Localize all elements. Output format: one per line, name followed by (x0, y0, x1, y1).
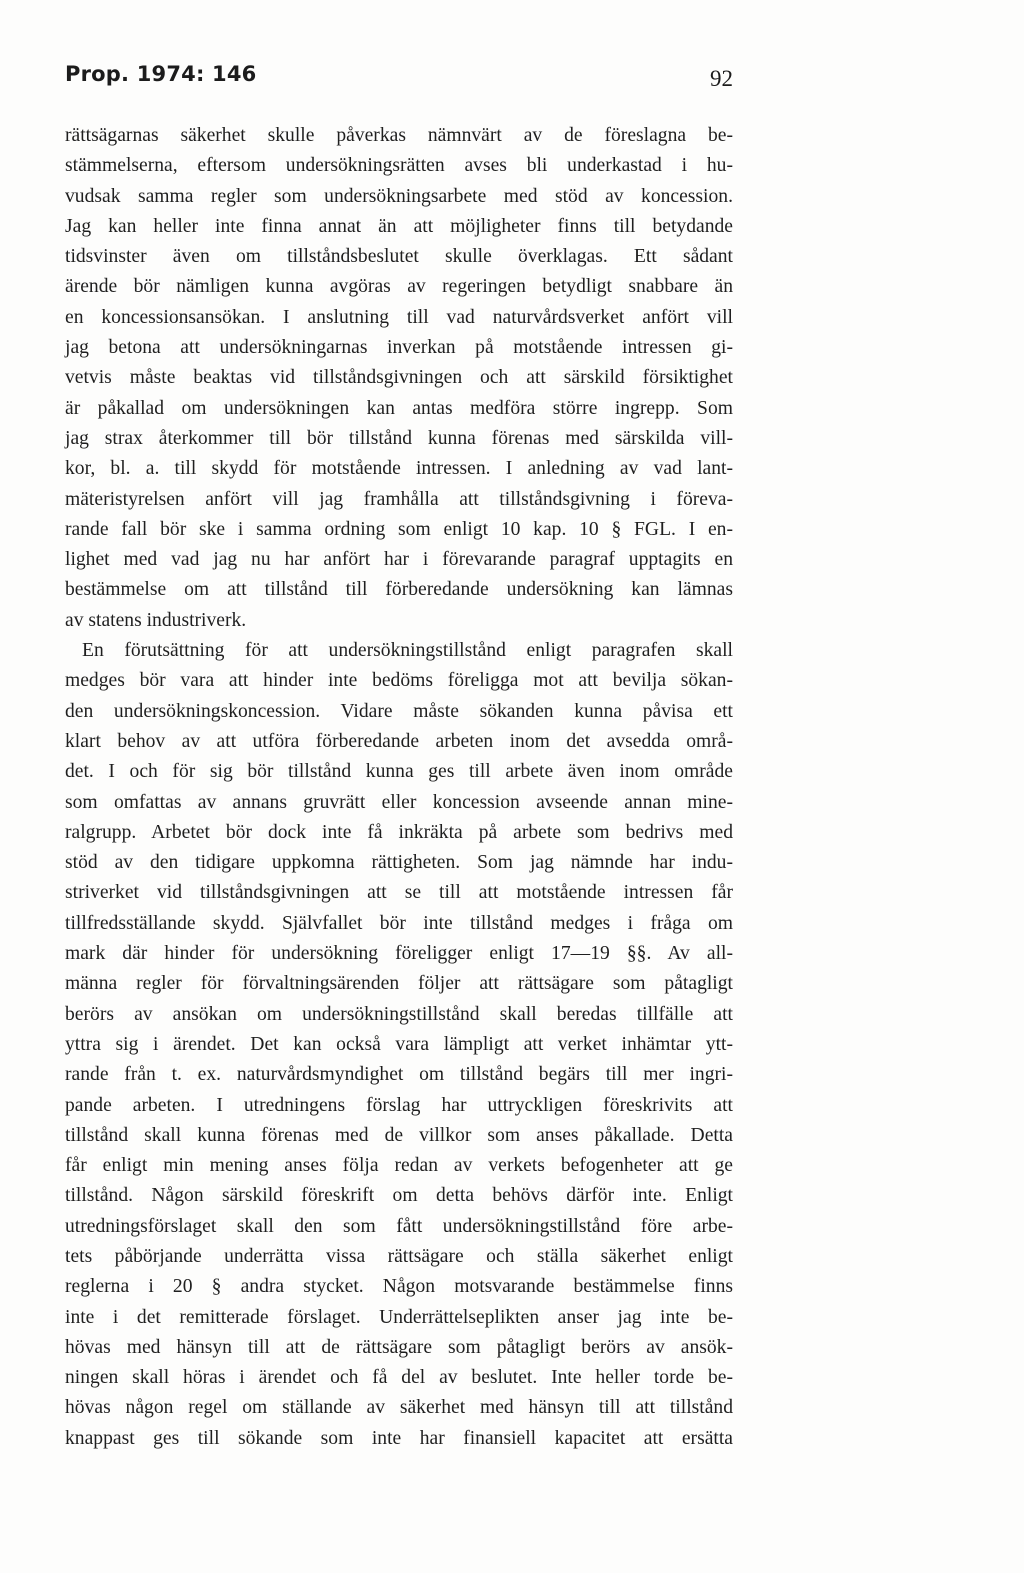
text-line: hövas någon regel om ställande av säkerhet med hänsyn till att tillstånd (65, 1397, 733, 1419)
text-line: ärende bör nämligen kunna avgöras av regeringen betydligt snabbare än (65, 276, 733, 298)
text-line: medges bör vara att hinder inte bedöms föreligga mot att bevilja sökan- (65, 670, 733, 692)
text-line: reglerna i 20 § andra stycket. Någon motsvarande bestämmelse finns (65, 1276, 733, 1298)
text-line: tillstånd. Någon särskild föreskrift om detta behövs därför inte. Enligt (65, 1185, 733, 1207)
text-line: lighet med vad jag nu har anfört har i förevarande paragraf upptagits en (65, 549, 733, 571)
text-line: vudsak samma regler som undersökningsarbete med stöd av koncession. (65, 185, 733, 207)
text-line: som omfattas av annans gruvrätt eller koncession avseende annan mine- (65, 791, 733, 813)
paragraph (65, 121, 733, 636)
text-line: kor, bl. a. till skydd för motstående intressen. I anledning av vad lant- (65, 458, 733, 480)
text-line: mark där hinder för undersökning föreligger enligt 17—19 §§. Av all- (65, 943, 733, 965)
text-line: jag betona att undersökningarnas inverkan på motstående intressen gi- (65, 337, 733, 359)
text-line: det. I och för sig bör tillstånd kunna ges till arbete även inom område (65, 761, 733, 783)
text-line: En förutsättning för att undersökningstillstånd enligt paragrafen skall (82, 640, 733, 662)
text-line: utredningsförslaget skall den som fått undersökningstillstånd före arbe- (65, 1215, 733, 1237)
text-line: klart behov av att utföra förberedande arbeten inom det avsedda områ- (65, 730, 733, 752)
text-line: yttra sig i ärendet. Det kan också vara lämpligt att verket inhämtar ytt- (65, 1033, 733, 1055)
text-line: stöd av den tidigare uppkomna rättigheten. Som jag nämnde har indu- (65, 852, 733, 874)
text-line: en koncessionsansökan. I anslutning till vad naturvårdsverket anfört vill (65, 306, 733, 328)
text-line: knappast ges till sökande som inte har finansiell kapacitet att ersätta (65, 1427, 733, 1449)
text-line: striverket vid tillståndsgivningen att se till att motstående intressen får (65, 882, 733, 904)
text-line: bestämmelse om att tillstånd till förberedande undersökning kan lämnas (65, 579, 733, 601)
text-line: vetvis måste beaktas vid tillståndsgivningen och att särskild försiktighet (65, 367, 733, 389)
text-line: tets påbörjande underrätta vissa rättsägare och ställa säkerhet enligt (65, 1245, 733, 1267)
text-line: rande från t. ex. naturvårdsmyndighet om tillstånd begärs till mer ingri- (65, 1064, 733, 1086)
page-header (65, 62, 733, 96)
text-line: ningen skall höras i ärendet och få del av beslutet. Inte heller torde be- (65, 1367, 733, 1389)
text-line: av statens industriverk. (65, 609, 247, 631)
text-line: rande fall bör ske i samma ordning som enligt 10 kap. 10 § FGL. I en- (65, 518, 733, 540)
page-number: 92 (710, 66, 733, 91)
text-line: tillfredsställande skydd. Självfallet bör inte tillstånd medges i fråga om (65, 912, 733, 934)
running-head: Prop. 1974: 146 (65, 62, 257, 86)
body-text (65, 121, 733, 1454)
text-line: den undersökningskoncession. Vidare måste sökanden kunna påvisa ett (65, 700, 733, 722)
paragraph (65, 636, 733, 1454)
text-line: ralgrupp. Arbetet bör dock inte få inkräkta på arbete som bedrivs med (65, 821, 733, 843)
text-line: mäteristyrelsen anfört vill jag framhålla att tillståndsgivning i föreva- (65, 488, 733, 510)
text-line: tidsvinster även om tillståndsbeslutet skulle överklagas. Ett sådant (65, 246, 733, 268)
text-line: stämmelserna, eftersom undersökningsrätten avses bli underkastad i hu- (65, 155, 733, 177)
text-line: pande arbeten. I utredningens förslag har uttryckligen föreskrivits att (65, 1094, 733, 1116)
text-line: inte i det remitterade förslaget. Underrättelseplikten anser jag inte be- (65, 1306, 733, 1328)
text-line: hövas med hänsyn till att de rättsägare som påtagligt berörs av ansök- (65, 1336, 733, 1358)
text-line: rättsägarnas säkerhet skulle påverkas nämnvärt av de föreslagna be- (65, 125, 733, 146)
text-line: jag strax återkommer till bör tillstånd kunna förenas med särskilda vill- (65, 427, 733, 449)
text-line: får enligt min mening anses följa redan av verkets befogenheter att ge (65, 1155, 733, 1177)
text-line: är påkallad om undersökningen kan antas medföra större ingrepp. Som (65, 397, 733, 419)
text-line: tillstånd skall kunna förenas med de villkor som anses påkallade. Detta (65, 1124, 733, 1146)
text-line: Jag kan heller inte finna annat än att möjligheter finns till betydande (65, 215, 733, 237)
text-line: berörs av ansökan om undersökningstillstånd skall beredas tillfälle att (65, 1003, 733, 1025)
text-line: männa regler för förvaltningsärenden följer att rättsägare som påtagligt (65, 973, 733, 995)
